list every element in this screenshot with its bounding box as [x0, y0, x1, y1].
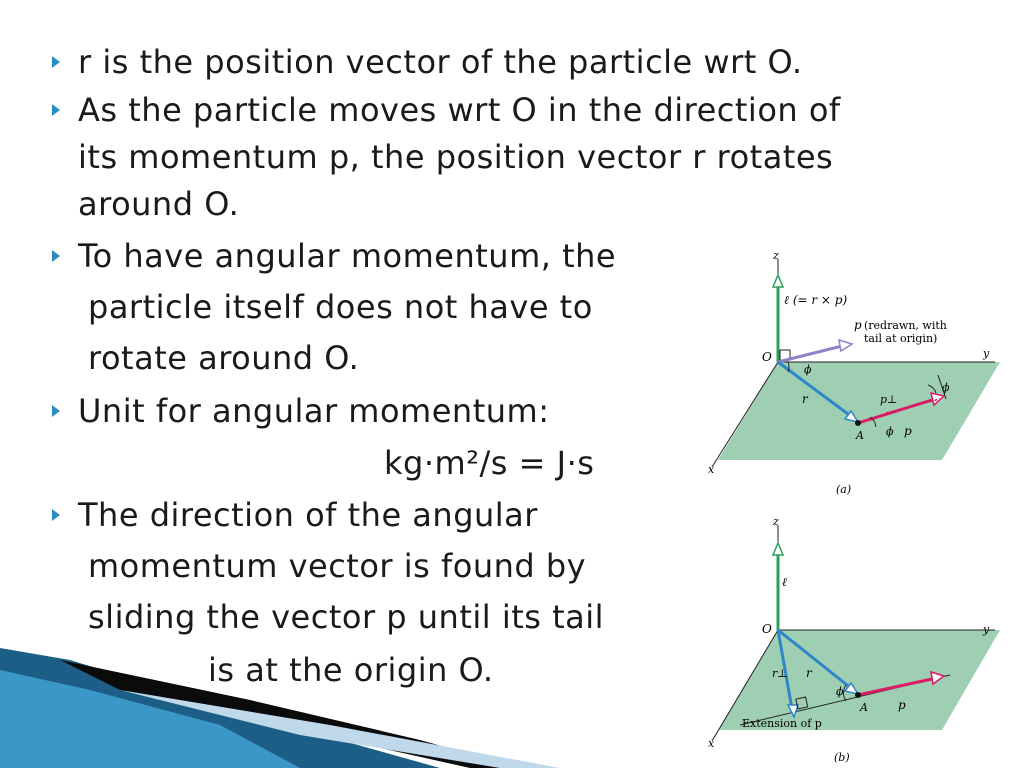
bullet-2-line-1: As the particle moves wrt O in the direction of — [78, 91, 841, 129]
figure-b-diagram — [700, 515, 1000, 768]
bullet-3-line-1: To have angular momentum, the — [78, 237, 617, 275]
p-label: p — [904, 424, 912, 438]
point-A-label: A — [856, 429, 864, 442]
figure-b-plane — [718, 630, 1000, 730]
p-redrawn-label: p — [854, 318, 862, 332]
bullet-4-line-1: Unit for angular momentum: — [78, 392, 550, 430]
bullet-marker — [52, 56, 60, 68]
r-label: r — [802, 392, 808, 406]
x-label: x — [708, 463, 715, 476]
phi-label: ϕ — [886, 425, 894, 438]
bullet-2-line-2: its momentum p, the position vector r rotates — [78, 138, 834, 176]
bullet-5-line-1: The direction of the angular — [78, 496, 538, 534]
bullet-marker — [52, 405, 60, 417]
bullet-5-line-2: momentum vector is found by — [88, 547, 587, 585]
figure-a-diagram — [700, 245, 1000, 505]
extension-of-p-label: Extension of p — [742, 717, 822, 730]
bullet-5-line-3: sliding the vector p until its tail — [88, 598, 605, 636]
origin-label: O — [762, 350, 772, 364]
figure-a-plane — [718, 362, 1000, 460]
y-label: y — [983, 623, 990, 636]
bullet-marker — [52, 509, 60, 521]
r-perp-label: r⊥ — [772, 667, 788, 680]
bullet-marker — [52, 250, 60, 262]
angular-momentum-label: ℓ — [782, 575, 787, 589]
bullet-2-line-3: around O. — [78, 185, 240, 223]
angular-momentum-arrowhead — [773, 275, 783, 287]
bullet-5-line-4: is at the origin O. — [208, 651, 494, 689]
bullet-3-line-2: particle itself does not have to — [88, 288, 593, 326]
y-label: y — [983, 347, 990, 360]
phi-label: ϕ — [804, 363, 812, 376]
bullet-marker — [52, 104, 60, 116]
origin-label: O — [762, 622, 772, 636]
bullet-3-line-3: rotate around O. — [88, 339, 360, 377]
z-label: z — [773, 249, 779, 262]
point-A-label: A — [860, 701, 868, 714]
figure-a-caption: (a) — [836, 483, 852, 496]
z-label: z — [773, 515, 779, 528]
x-label: x — [708, 737, 715, 750]
r-label: r — [806, 666, 812, 680]
unit-formula: kg·m²/s = J·s — [384, 444, 595, 482]
phi-label: ϕ — [836, 685, 844, 698]
p-redrawn-vector — [778, 346, 842, 362]
phi-label: ϕ — [942, 381, 950, 394]
p-redrawn-arrowhead — [839, 340, 852, 351]
figure-b-caption: (b) — [834, 751, 850, 764]
p-perp-label: p⊥ — [880, 393, 898, 406]
p-redrawn-note-1: (redrawn, with — [864, 319, 947, 332]
angular-momentum-arrowhead — [773, 543, 783, 555]
point-A — [855, 420, 861, 426]
bullet-1-line-1: r is the position vector of the particle wrt O. — [78, 43, 803, 81]
p-label: p — [898, 698, 906, 712]
angular-momentum-label: ℓ (= r × p) — [784, 293, 848, 307]
p-redrawn-note-2: tail at origin) — [864, 332, 938, 345]
point-A — [855, 692, 861, 698]
